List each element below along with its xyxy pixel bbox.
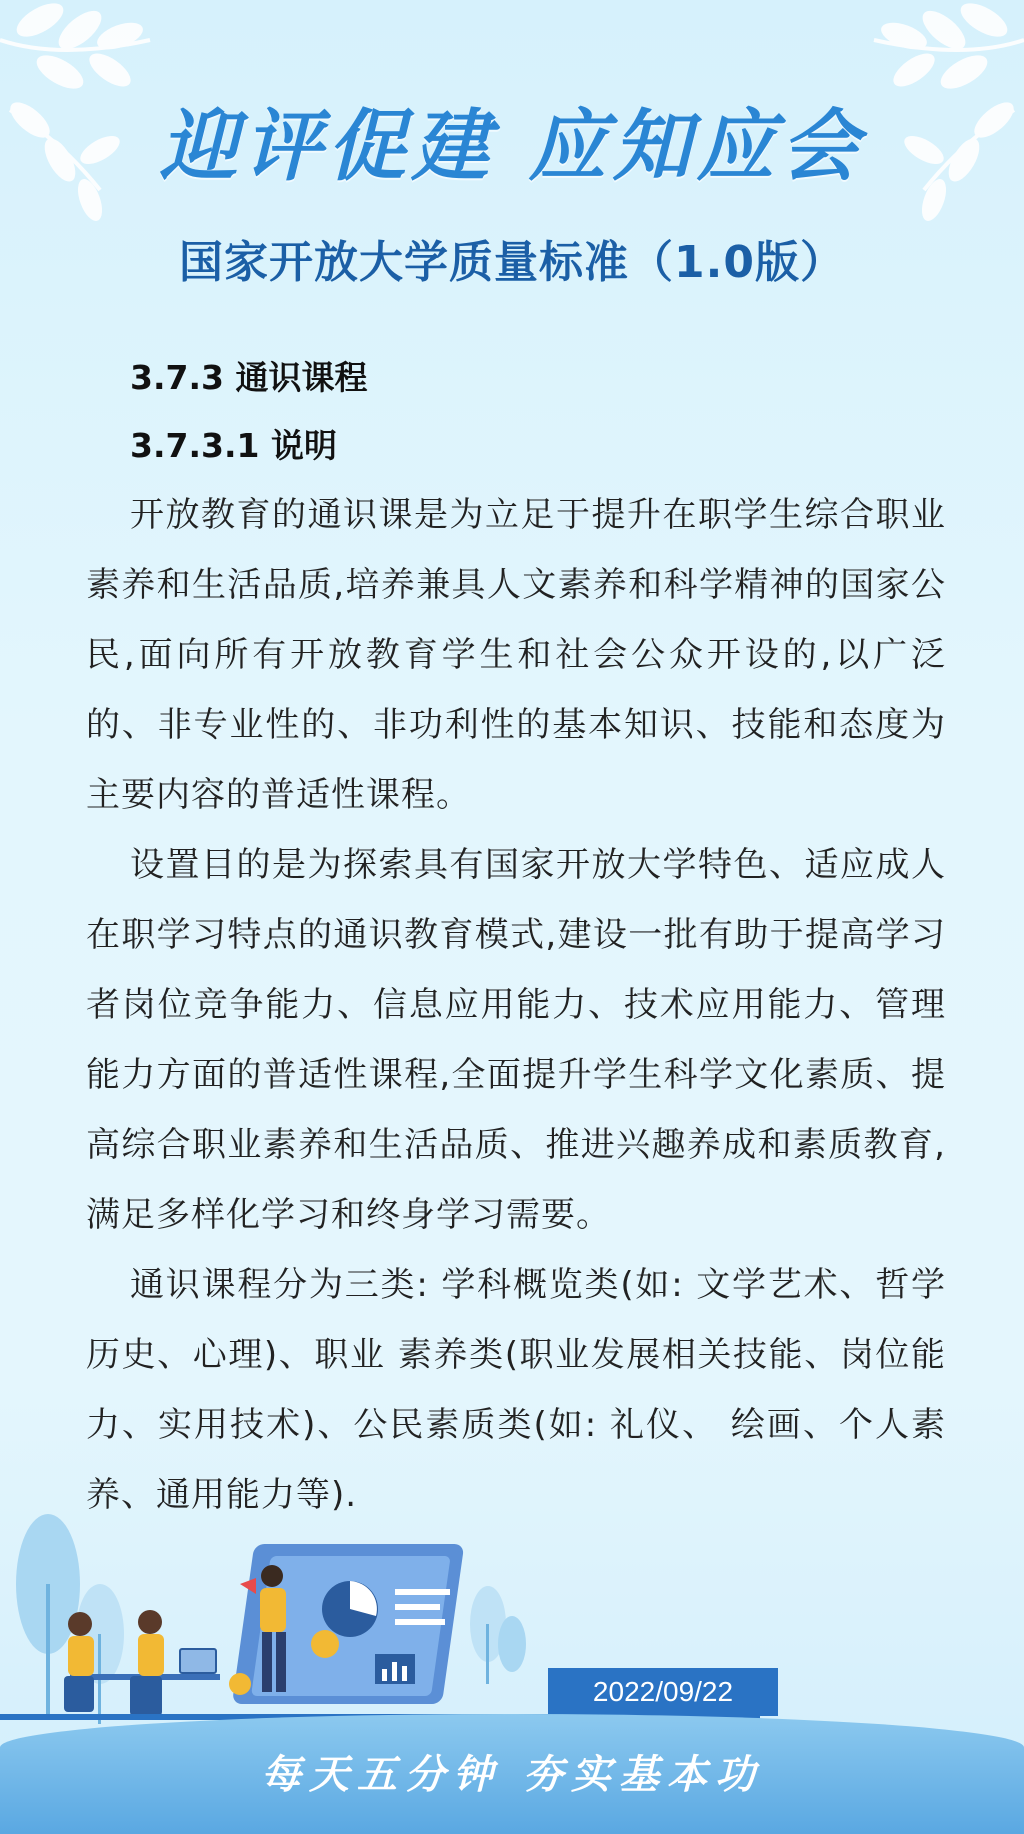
paragraph: 通识课程分为三类: 学科概览类(如: 文学艺术、哲学历史、心理)、职业 素养类(职业发展相关技能、岗位能力、实用技术)、公民素质类(如: 礼仪、 绘画、个人素养、通用能力等).: [86, 1265, 946, 1515]
paragraph: 设置目的是为探索具有国家开放大学特色、适应成人在职学习特点的通识教育模式,建设一批有助于提高学习者岗位竞争能力、信息应用能力、技术应用能力、管理能力方面的普适性课程,全面提升学生科学文化素质、提高综合职业素养和生活品质、推进兴趣养成和素质教育,满足多样化学习和终身学习需要。: [86, 845, 946, 1235]
subsection-heading: 3.7.3.1 说明: [130, 426, 337, 465]
people-desk: [64, 1610, 220, 1716]
section-heading: 3.7.3 通识课程: [130, 358, 368, 397]
article-body: [86, 344, 946, 1530]
footer-band: [0, 1714, 1024, 1834]
headline: 迎评促建 应知应会: [159, 101, 865, 192]
slogan: 每天五分钟 夯实基本功: [261, 1751, 763, 1798]
coin-icon: [229, 1673, 251, 1695]
coin-icon: [311, 1630, 339, 1658]
page-title: 国家开放大学质量标准（1.0版）: [179, 237, 845, 288]
date-label: 2022/09/22: [548, 1668, 778, 1716]
paragraph: 开放教育的通识课是为立足于提升在职学生综合职业素养和生活品质,培养兼具人文素养和科学精神的国家公民,面向所有开放教育学生和社会公众开设的,以广泛的、非专业性的、非功利性的基本知识、技能和态度为主要内容的普适性课程。: [86, 495, 946, 815]
